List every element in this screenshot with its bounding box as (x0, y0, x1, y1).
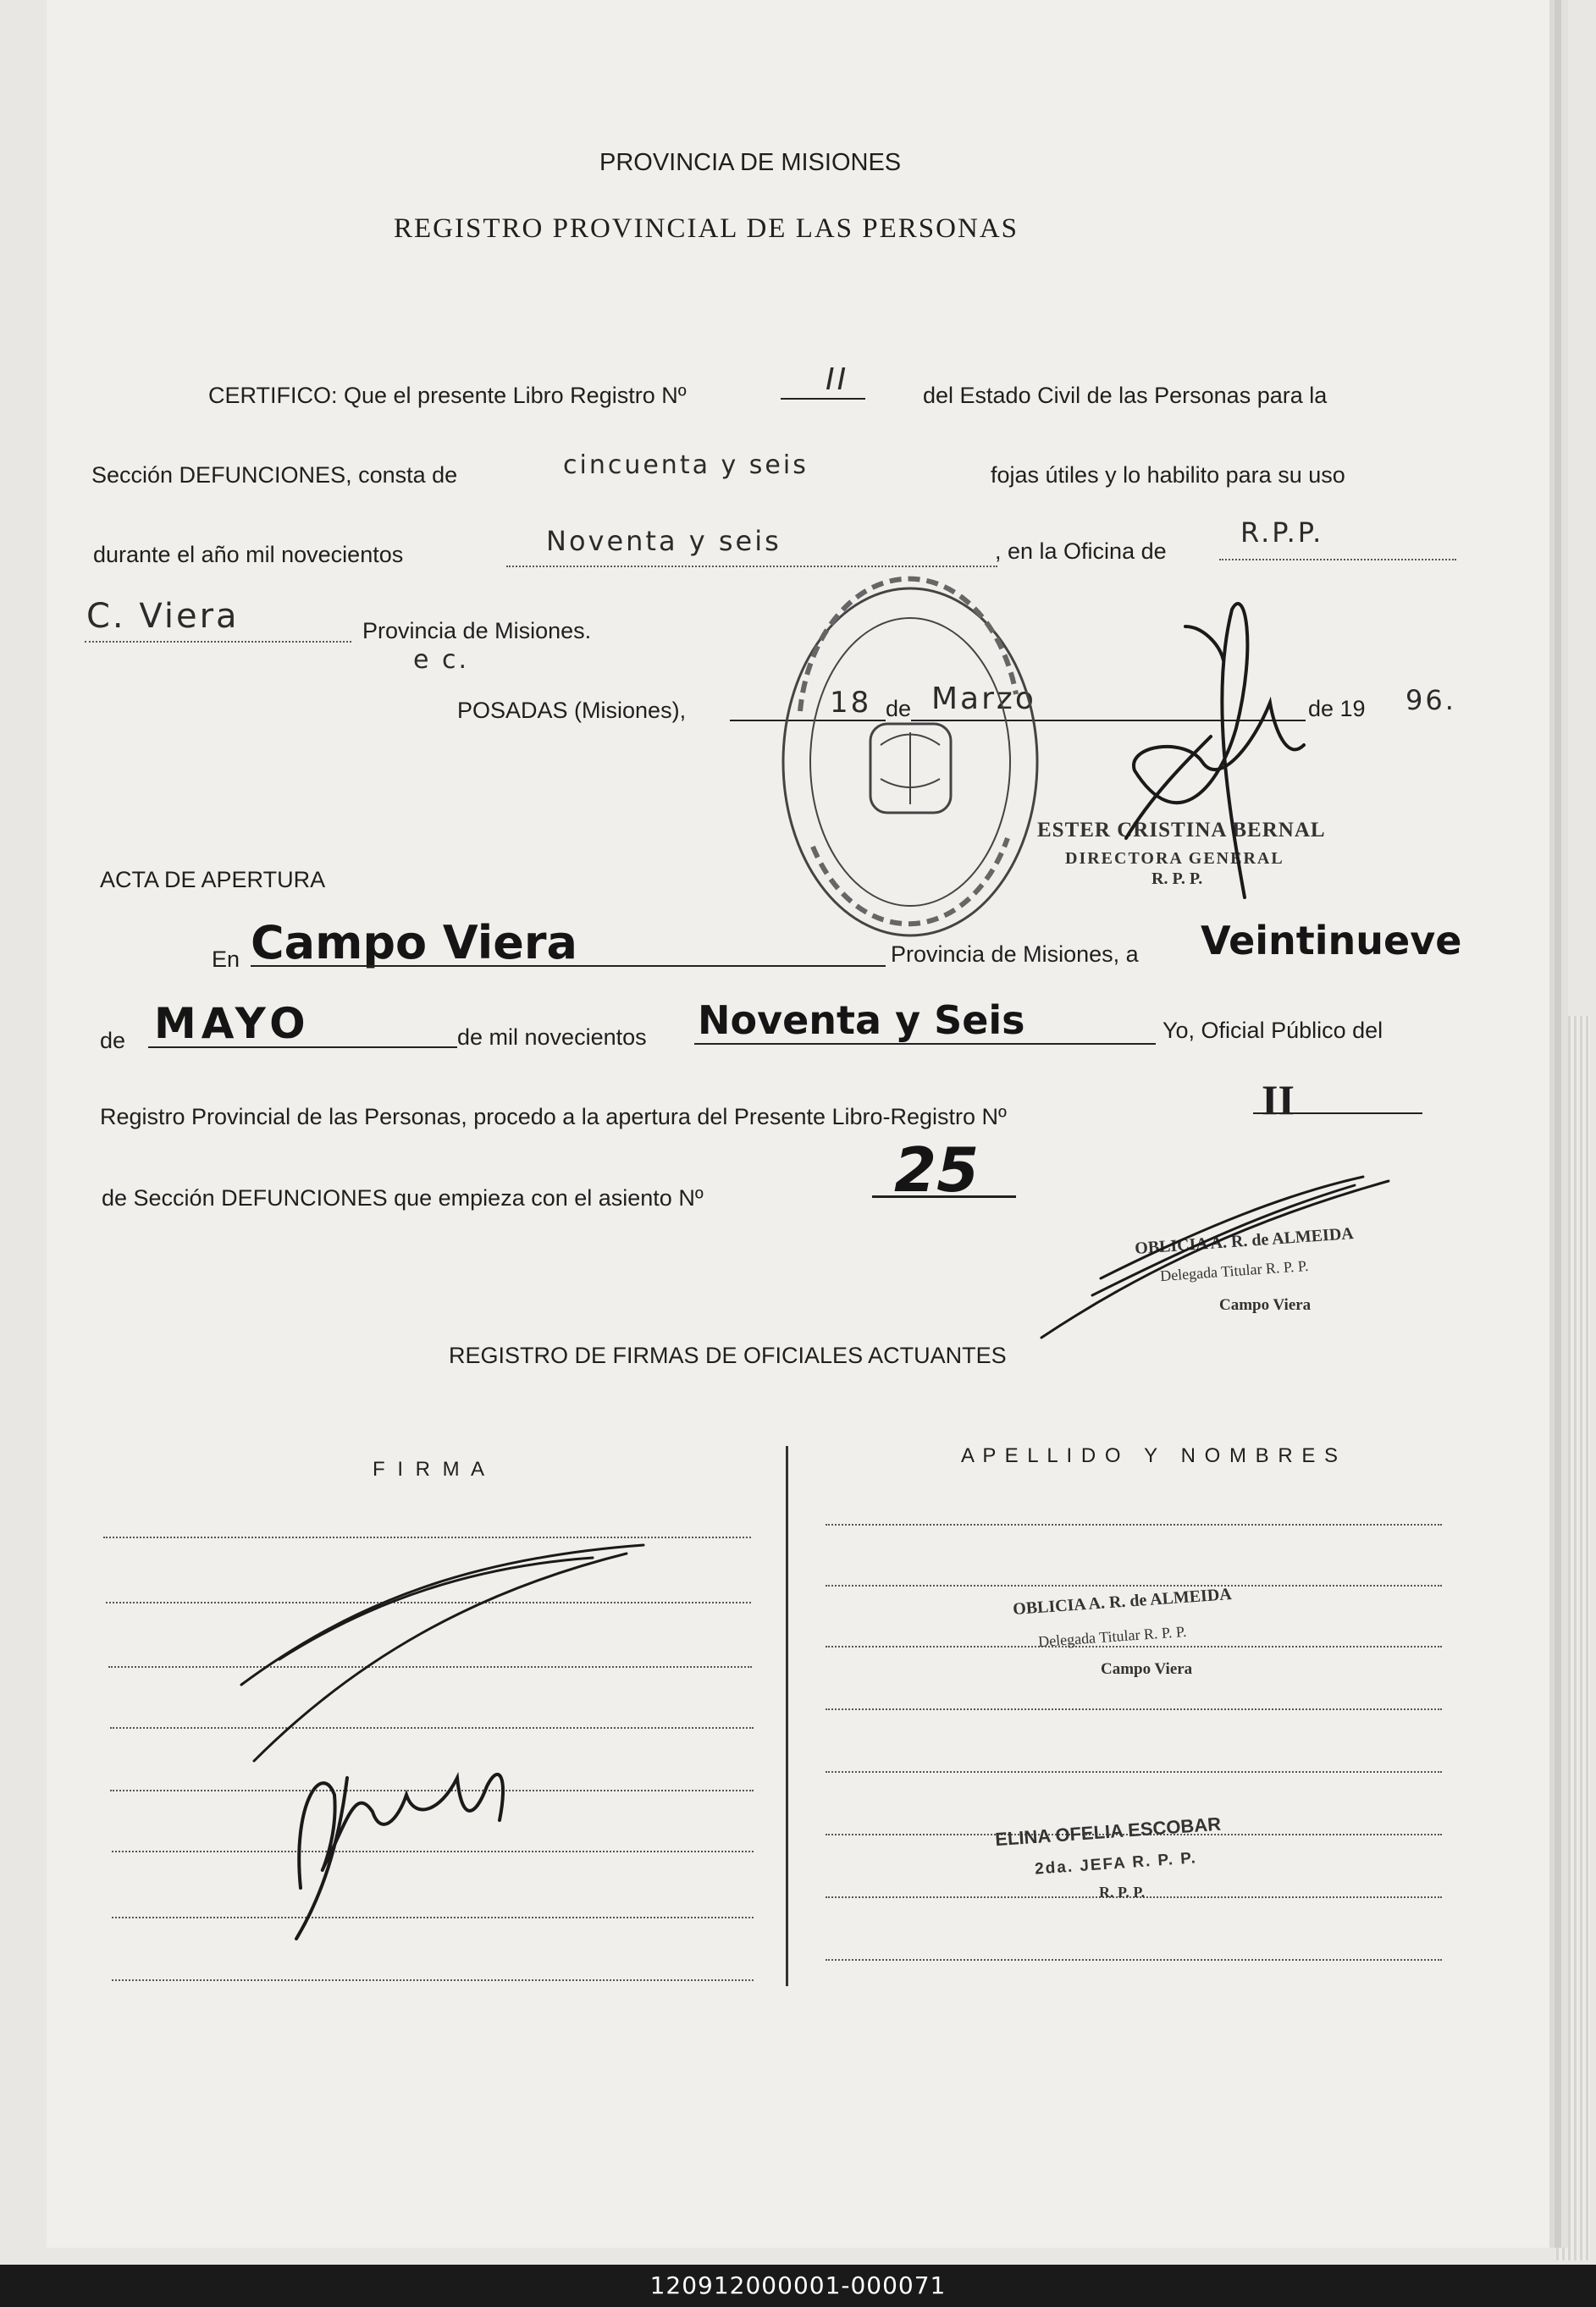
cert-line2-prefix: Sección DEFUNCIONES, consta de (91, 462, 458, 488)
cert-year-digits: 96. (1405, 684, 1456, 716)
acta-year-label: de mil novecientos (457, 1024, 647, 1050)
acta-officer: Yo, Oficial Público del (1162, 1018, 1383, 1043)
stamp-escobar-line2: 2da. JEFA R. P. P. (1034, 1849, 1198, 1879)
acta-entry-number: 25 (894, 1134, 980, 1206)
registry-heading: REGISTRO PROVINCIAL DE LAS PERSONAS (394, 213, 1019, 244)
cert-de: de (886, 696, 912, 721)
director-name: ESTER CRISTINA BERNAL (1037, 819, 1326, 842)
acta-book-number: II (1262, 1076, 1295, 1123)
cert-line1-suffix: del Estado Civil de las Personas para la (923, 383, 1328, 408)
acta-en: En (212, 947, 240, 972)
acta-province-a: Provincia de Misiones, a (891, 941, 1139, 967)
cert-office: R.P.P. (1240, 516, 1324, 549)
cert-line1-prefix: CERTIFICO: Que el presente Libro Registro Nº (208, 383, 687, 408)
acta-line4: de Sección DEFUNCIONES que empieza con el asiento Nº (102, 1185, 704, 1211)
cert-day: 18 (830, 686, 872, 720)
acta-month: MAYO (154, 999, 311, 1048)
stamp-almeida-line3: Campo Viera (1219, 1296, 1312, 1314)
cert-line2-suffix: fojas útiles y lo habilito para su uso (991, 462, 1345, 488)
cert-line3-prefix: durante el año mil novecientos (93, 542, 404, 567)
province-heading: PROVINCIA DE MISIONES (599, 149, 902, 176)
acta-day-words: Veintinueve (1201, 918, 1462, 963)
cert-book-number: II (826, 362, 849, 397)
cert-province: Provincia de Misiones. (362, 618, 592, 643)
stamp-almeida-line2: Delegada Titular R. P. P. (1159, 1256, 1309, 1285)
director-title: DIRECTORA GENERAL (1065, 849, 1284, 868)
acta-de: de (100, 1028, 126, 1053)
cert-office-place: C. Viera (86, 597, 240, 636)
stamp-almeida2-line2: Delegada Titular R. P. P. (1037, 1622, 1187, 1651)
escobar-signature (296, 1774, 503, 1939)
col-firma: F I R M A (373, 1458, 489, 1481)
acta-title: ACTA DE APERTURA (100, 867, 326, 892)
acta-year-words: Noventa y Seis (698, 997, 1025, 1043)
cert-pages-count: cincuenta y seis (563, 450, 809, 480)
director-org: R. P. P. (1151, 869, 1203, 888)
registry-seal (783, 579, 1037, 935)
acta-place: Campo Viera (251, 916, 577, 969)
almeida-signature-bottom (241, 1545, 643, 1761)
cert-month: Marzo (931, 682, 1036, 716)
acta-line3: Registro Provincial de las Personas, procedo a la apertura del Presente Libro-Registro Nº (100, 1104, 1007, 1129)
cert-city: POSADAS (Misiones), (457, 698, 687, 723)
col-nombres: A P E L L I D O Y N O M B R E S (961, 1444, 1340, 1467)
cert-year-words: Noventa y seis (546, 525, 781, 557)
firmas-title: REGISTRO DE FIRMAS DE OFICIALES ACTUANTES (449, 1343, 1007, 1368)
stamp-escobar-line1: ELINA OFELIA ESCOBAR (994, 1813, 1222, 1851)
cert-year-label: de 19 (1308, 696, 1366, 721)
director-signature (1126, 604, 1304, 897)
stamp-almeida2-line3: Campo Viera (1101, 1660, 1193, 1678)
cert-line3-suffix: , en la Oficina de (995, 538, 1167, 564)
document-code: 120912000001-000071 (0, 2265, 1596, 2307)
stamp-almeida2-line1: OBLICIA A. R. de ALMEIDA (1012, 1584, 1233, 1620)
almeida-signature-top (1041, 1177, 1389, 1338)
stamp-escobar-line3: R. P. P. (1099, 1884, 1146, 1901)
cert-note: e c. (413, 645, 470, 675)
stamp-almeida-line1: OBLICIA A. R. de ALMEIDA (1134, 1223, 1355, 1259)
